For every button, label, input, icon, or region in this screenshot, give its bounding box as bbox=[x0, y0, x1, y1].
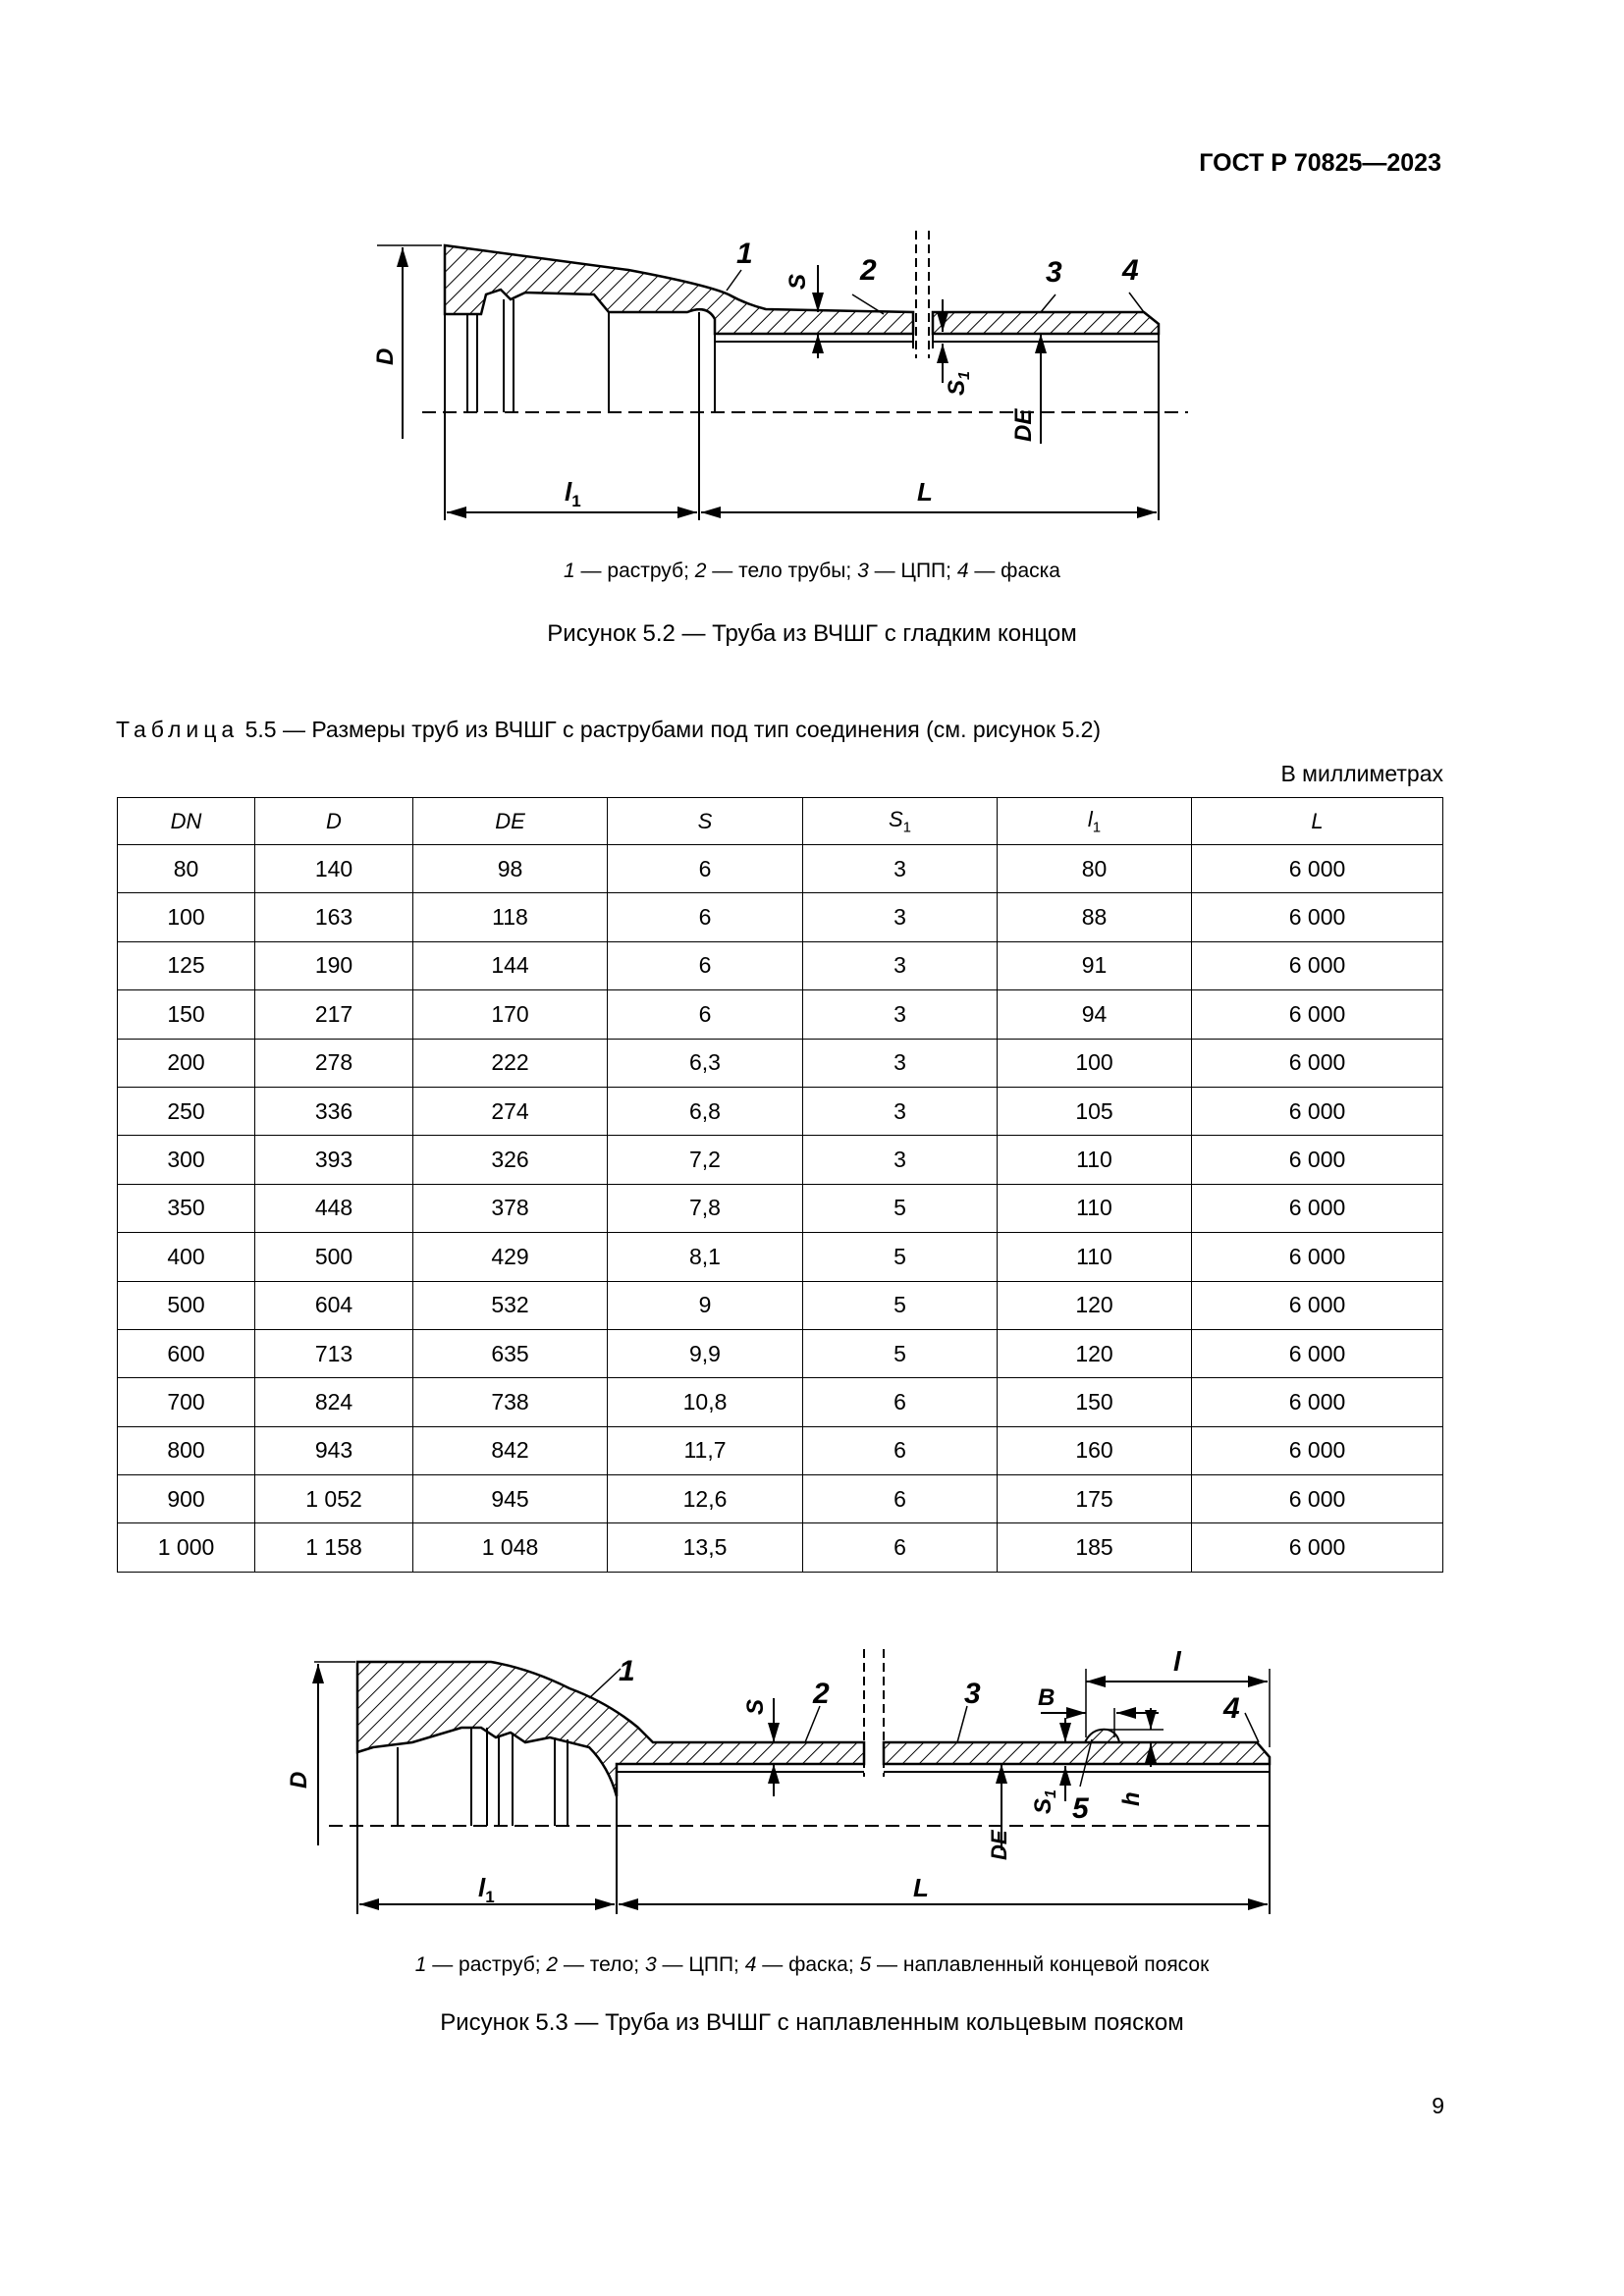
cell-s1: 6 bbox=[803, 1523, 998, 1572]
figure-5-2-caption: Рисунок 5.2 — Труба из ВЧШГ с гладким концом bbox=[547, 620, 1077, 647]
cell-d: 824 bbox=[255, 1378, 413, 1426]
cell-dn: 600 bbox=[118, 1329, 255, 1377]
cell-l1: 88 bbox=[998, 893, 1192, 941]
cell-de: 429 bbox=[413, 1233, 608, 1281]
cell-l1: 150 bbox=[998, 1378, 1192, 1426]
cell-de: 118 bbox=[413, 893, 608, 941]
cell-l: 6 000 bbox=[1192, 1426, 1443, 1474]
label-S: S bbox=[742, 1698, 769, 1715]
table-row bbox=[118, 1281, 1443, 1329]
socket-section bbox=[357, 1662, 864, 1796]
cell-s1: 3 bbox=[803, 1136, 998, 1184]
cell-l: 6 000 bbox=[1192, 941, 1443, 989]
table-row bbox=[118, 1426, 1443, 1474]
cell-s1: 3 bbox=[803, 1039, 998, 1087]
table-row bbox=[118, 990, 1443, 1039]
page-number: 9 bbox=[1432, 2093, 1444, 2118]
table-row bbox=[118, 1329, 1443, 1377]
cell-de: 738 bbox=[413, 1378, 608, 1426]
table-row bbox=[118, 1378, 1443, 1426]
figure-5-3-legend: 1 — раструб; 2 — тело; 3 — ЦПП; 4 — фаска; 5 — наплавленный концевой поясок bbox=[414, 1953, 1210, 1976]
cell-d: 217 bbox=[255, 990, 413, 1039]
header-l1: $l_1$ bbox=[998, 798, 1192, 845]
cell-dn: 400 bbox=[118, 1233, 255, 1281]
socket-section bbox=[445, 245, 913, 334]
cell-s1: 5 bbox=[803, 1233, 998, 1281]
label-h: h bbox=[1118, 1791, 1145, 1806]
label-2: 2 bbox=[813, 1678, 830, 1710]
cell-de: 635 bbox=[413, 1329, 608, 1377]
label-l: l bbox=[1173, 1646, 1181, 1677]
cell-l1: 110 bbox=[998, 1136, 1192, 1184]
cell-l1: 100 bbox=[998, 1039, 1192, 1087]
cell-de: 98 bbox=[413, 845, 608, 893]
cell-l: 6 000 bbox=[1192, 1475, 1443, 1523]
label-l1: $l_1$ bbox=[478, 1873, 495, 1906]
label-3: 3 bbox=[1046, 256, 1062, 289]
cell-l: 6 000 bbox=[1192, 1136, 1443, 1184]
table-row bbox=[118, 1475, 1443, 1523]
cell-s: 11,7 bbox=[608, 1426, 803, 1474]
cell-s: 9,9 bbox=[608, 1329, 803, 1377]
table-row bbox=[118, 1136, 1443, 1184]
cell-s1: 5 bbox=[803, 1184, 998, 1232]
cell-d: 140 bbox=[255, 845, 413, 893]
cell-l1: 110 bbox=[998, 1184, 1192, 1232]
table-row bbox=[118, 1039, 1443, 1087]
label-L: L bbox=[913, 1873, 929, 1902]
label-1: 1 bbox=[619, 1655, 635, 1687]
cell-s1: 3 bbox=[803, 845, 998, 893]
cell-d: 943 bbox=[255, 1426, 413, 1474]
cell-de: 326 bbox=[413, 1136, 608, 1184]
cell-l1: 175 bbox=[998, 1475, 1192, 1523]
cell-dn: 250 bbox=[118, 1087, 255, 1135]
cell-s1: 5 bbox=[803, 1281, 998, 1329]
cell-dn: 800 bbox=[118, 1426, 255, 1474]
cell-dn: 700 bbox=[118, 1378, 255, 1426]
figure-5-3-drawing bbox=[275, 1639, 1296, 1924]
cell-l: 6 000 bbox=[1192, 845, 1443, 893]
label-DE: DE bbox=[1010, 408, 1037, 442]
cell-de: 274 bbox=[413, 1087, 608, 1135]
cell-d: 336 bbox=[255, 1087, 413, 1135]
cell-s: 10,8 bbox=[608, 1378, 803, 1426]
label-5: 5 bbox=[1072, 1792, 1089, 1825]
cell-dn: 200 bbox=[118, 1039, 255, 1087]
label-D: D bbox=[286, 1771, 312, 1789]
table-row bbox=[118, 1523, 1443, 1572]
header-dn: DN bbox=[118, 798, 255, 845]
cell-l1: 91 bbox=[998, 941, 1192, 989]
cell-de: 378 bbox=[413, 1184, 608, 1232]
cell-s1: 6 bbox=[803, 1378, 998, 1426]
cell-s1: 3 bbox=[803, 990, 998, 1039]
cell-s: 9 bbox=[608, 1281, 803, 1329]
cell-l: 6 000 bbox=[1192, 1087, 1443, 1135]
cell-s: 6,8 bbox=[608, 1087, 803, 1135]
table-body bbox=[118, 845, 1443, 1573]
label-1: 1 bbox=[736, 238, 753, 270]
label-2: 2 bbox=[860, 254, 877, 287]
cell-d: 190 bbox=[255, 941, 413, 989]
label-S1: $S_1$ bbox=[1030, 1789, 1059, 1814]
label-l1: $l_1$ bbox=[565, 477, 581, 510]
header-l: L bbox=[1192, 798, 1443, 845]
cell-dn: 125 bbox=[118, 941, 255, 989]
header-de: DE bbox=[413, 798, 608, 845]
cell-d: 500 bbox=[255, 1233, 413, 1281]
cell-s: 6 bbox=[608, 845, 803, 893]
cell-l: 6 000 bbox=[1192, 1184, 1443, 1232]
cell-s1: 6 bbox=[803, 1426, 998, 1474]
document-code: ГОСТ Р 70825—2023 bbox=[1199, 149, 1441, 177]
table-title: Таблица 5.5 — Размеры труб из ВЧШГ с раструбами под тип соединения (см. рисунок 5.2) bbox=[116, 717, 1102, 742]
cell-l: 6 000 bbox=[1192, 1233, 1443, 1281]
cell-dn: 500 bbox=[118, 1281, 255, 1329]
cell-s1: 6 bbox=[803, 1475, 998, 1523]
cell-dn: 300 bbox=[118, 1136, 255, 1184]
label-DE: DE bbox=[987, 1830, 1011, 1860]
table-units: В миллиметрах bbox=[1280, 761, 1443, 786]
cell-de: 222 bbox=[413, 1039, 608, 1087]
cell-de: 170 bbox=[413, 990, 608, 1039]
cell-l1: 160 bbox=[998, 1426, 1192, 1474]
cell-s: 7,8 bbox=[608, 1184, 803, 1232]
cell-d: 1 052 bbox=[255, 1475, 413, 1523]
dimensions-table bbox=[117, 797, 1443, 1573]
cell-s: 13,5 bbox=[608, 1523, 803, 1572]
cell-l1: 110 bbox=[998, 1233, 1192, 1281]
cell-dn: 100 bbox=[118, 893, 255, 941]
cell-l: 6 000 bbox=[1192, 893, 1443, 941]
cell-s: 6 bbox=[608, 893, 803, 941]
cell-d: 713 bbox=[255, 1329, 413, 1377]
cell-l: 6 000 bbox=[1192, 1378, 1443, 1426]
label-S1: $S_1$ bbox=[944, 371, 973, 396]
cell-d: 278 bbox=[255, 1039, 413, 1087]
cell-l: 6 000 bbox=[1192, 1329, 1443, 1377]
label-B: B bbox=[1038, 1684, 1056, 1711]
cell-l1: 80 bbox=[998, 845, 1192, 893]
cell-s1: 3 bbox=[803, 1087, 998, 1135]
cell-dn: 900 bbox=[118, 1475, 255, 1523]
figure-5-3-caption: Рисунок 5.3 — Труба из ВЧШГ с наплавленным кольцевым пояском bbox=[440, 2009, 1184, 2036]
cell-d: 1 158 bbox=[255, 1523, 413, 1572]
cell-d: 163 bbox=[255, 893, 413, 941]
table-row bbox=[118, 1184, 1443, 1232]
cell-s: 6 bbox=[608, 941, 803, 989]
pipe-section bbox=[933, 312, 1159, 334]
cell-de: 144 bbox=[413, 941, 608, 989]
cell-s1: 3 bbox=[803, 941, 998, 989]
table-header-row bbox=[118, 798, 1443, 845]
cell-s: 6,3 bbox=[608, 1039, 803, 1087]
header-s1: $S_1$ bbox=[803, 798, 998, 845]
cell-de: 945 bbox=[413, 1475, 608, 1523]
label-S: S bbox=[785, 273, 811, 290]
cell-l1: 120 bbox=[998, 1281, 1192, 1329]
cell-l: 6 000 bbox=[1192, 1523, 1443, 1572]
label-4: 4 bbox=[1122, 254, 1139, 287]
figure-5-2-legend: 1 — раструб; 2 — тело трубы; 3 — ЦПП; 4 — фаска bbox=[564, 560, 1060, 582]
cell-l: 6 000 bbox=[1192, 990, 1443, 1039]
cell-dn: 150 bbox=[118, 990, 255, 1039]
table-row bbox=[118, 845, 1443, 893]
cell-s: 7,2 bbox=[608, 1136, 803, 1184]
header-s: S bbox=[608, 798, 803, 845]
table-row bbox=[118, 941, 1443, 989]
cell-s1: 5 bbox=[803, 1329, 998, 1377]
cell-l1: 120 bbox=[998, 1329, 1192, 1377]
cell-l: 6 000 bbox=[1192, 1039, 1443, 1087]
cell-l1: 94 bbox=[998, 990, 1192, 1039]
label-4: 4 bbox=[1223, 1692, 1240, 1725]
cell-dn: 80 bbox=[118, 845, 255, 893]
cell-dn: 350 bbox=[118, 1184, 255, 1232]
cell-l: 6 000 bbox=[1192, 1281, 1443, 1329]
table-row bbox=[118, 893, 1443, 941]
cell-l1: 105 bbox=[998, 1087, 1192, 1135]
cell-d: 448 bbox=[255, 1184, 413, 1232]
cell-s1: 3 bbox=[803, 893, 998, 941]
cell-de: 1 048 bbox=[413, 1523, 608, 1572]
cell-d: 604 bbox=[255, 1281, 413, 1329]
cell-s: 12,6 bbox=[608, 1475, 803, 1523]
table-row bbox=[118, 1233, 1443, 1281]
header-d: D bbox=[255, 798, 413, 845]
cell-de: 532 bbox=[413, 1281, 608, 1329]
cell-l1: 185 bbox=[998, 1523, 1192, 1572]
cell-d: 393 bbox=[255, 1136, 413, 1184]
label-3: 3 bbox=[964, 1678, 981, 1710]
cell-s: 8,1 bbox=[608, 1233, 803, 1281]
cell-dn: 1 000 bbox=[118, 1523, 255, 1572]
pipe-section bbox=[884, 1742, 1270, 1764]
label-D: D bbox=[372, 347, 399, 365]
figure-5-2-drawing bbox=[363, 221, 1208, 535]
table-row bbox=[118, 1087, 1443, 1135]
cell-s: 6 bbox=[608, 990, 803, 1039]
cell-de: 842 bbox=[413, 1426, 608, 1474]
label-L: L bbox=[917, 477, 933, 507]
